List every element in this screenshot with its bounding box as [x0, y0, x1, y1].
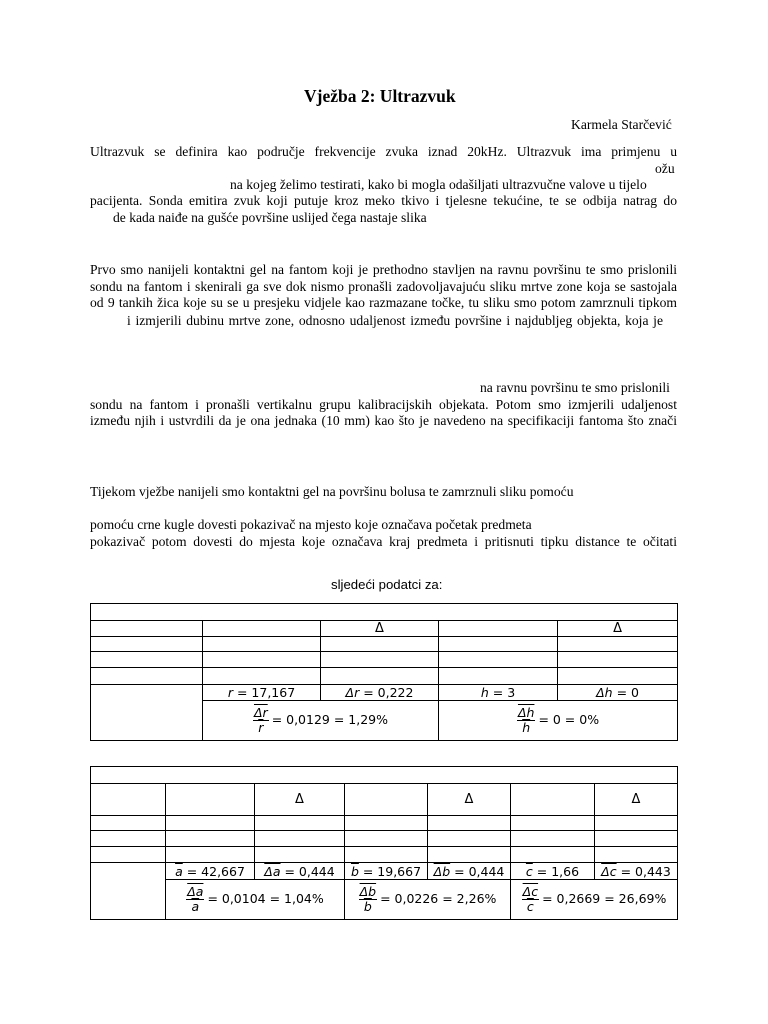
relative-error-b-value: = 0,0226 = 2,26%	[380, 891, 497, 906]
table-cell	[91, 685, 203, 741]
delta-header: Δ	[595, 784, 678, 816]
table-cell	[439, 652, 558, 668]
relative-error-a-value: = 0,0104 = 1,04%	[207, 891, 324, 906]
table-row	[91, 604, 678, 621]
paragraph-line: Tijekom vježbe nanijeli smo kontaktni gel na površinu bolusa te zamrznuli sliku pomoću	[90, 484, 574, 499]
table-cell	[345, 816, 428, 831]
table-cell	[91, 668, 203, 685]
table-cell	[511, 784, 595, 816]
table-cell	[345, 847, 428, 863]
delta-header: Δ	[321, 621, 439, 637]
table-cell	[91, 604, 678, 621]
relative-error-h-cell: $\frac{\overline{\Delta h}}{h}$ = 0 = 0%	[439, 701, 678, 741]
table-cell	[166, 816, 255, 831]
table-cell	[511, 816, 595, 831]
table-row	[91, 685, 678, 701]
table-cell	[91, 652, 203, 668]
table-row	[91, 637, 678, 652]
paragraph-line: pokazivač potom dovesti do mjesta koje označava kraj predmeta i pritisnuti tipku distance te očitati	[90, 534, 677, 549]
delta-header: Δ	[558, 621, 678, 637]
table-cell	[91, 847, 166, 863]
table-cell	[91, 767, 678, 784]
paragraph-line: Prvo smo nanijeli kontaktni gel na fantom koji je prethodno stavljen na ravnu površinu te smo prislonili	[90, 262, 677, 277]
table-cell	[91, 621, 203, 637]
relative-error-r-value: = 0,0129 = 1,29%	[271, 712, 389, 727]
table-row	[91, 668, 678, 685]
table-row	[91, 784, 678, 816]
paragraph-line: sondu na fantom i pronašli vertikalnu grupu kalibracijskih objekata. Potom smo izmjerili udaljenost	[90, 397, 677, 412]
document-title: Vježba 2: Ultrazvuk	[304, 86, 456, 106]
mean-delta-h-cell: $\overline{\Delta h} = 0$	[558, 685, 678, 701]
table-cell	[439, 668, 558, 685]
table-cell	[439, 621, 558, 637]
mean-delta-r-value: = 0,222	[363, 685, 414, 700]
relative-error-b-cell: $\frac{\overline{\Delta b}}{b}$ = 0,0226 = 2,26%	[345, 880, 511, 920]
mean-h-cell: $\overline{h} = 3$	[439, 685, 558, 701]
mean-delta-b-value: = 0,444	[454, 863, 505, 879]
table-cell	[558, 668, 678, 685]
mean-delta-a-cell: $\overline{\Delta a} = 0,444$	[255, 863, 345, 880]
mean-a-value: = 42,667	[186, 863, 245, 879]
table-cell	[203, 652, 321, 668]
table-cell	[166, 847, 255, 863]
mean-delta-h-value: = 0	[616, 685, 639, 700]
table-row	[91, 863, 678, 880]
table-cell	[203, 621, 321, 637]
relative-error-r-cell: $\frac{\overline{\Delta r}}{r}$ = 0,0129 = 1,29%	[203, 701, 439, 741]
table-cell	[558, 652, 678, 668]
table-row	[91, 831, 678, 847]
table-row	[91, 816, 678, 831]
table-cell	[166, 784, 255, 816]
table-cell	[91, 784, 166, 816]
paragraph-line: između njih i ustvrdili da je ona jednaka (10 mm) kao što je navedeno na specifikaciji fantoma što znači	[90, 413, 677, 428]
table-cell	[439, 637, 558, 652]
table-cell	[428, 847, 511, 863]
table-cell	[345, 784, 428, 816]
mean-delta-c-value: = 0,443	[620, 863, 671, 879]
table-cell	[595, 847, 678, 863]
relative-error-c-cell: $\frac{\overline{\Delta c}}{c}$ = 0,2669 = 26,69%	[511, 880, 678, 920]
table-caption: sljedeći podatci za:	[331, 577, 443, 592]
paragraph-line: pacijenta. Sonda emitira zvuk koji putuje kroz meko tkivo i tjelesne tekućine, te se odbija natrag do	[90, 193, 677, 208]
paragraph-line: od 9 tankih žica koje su se u presjeku vidjele kao razmazane točke, tu sliku smo potom zamrznuli tipkom	[90, 295, 677, 310]
table-row	[91, 880, 678, 920]
paragraph-line: na ravnu površinu te smo prislonili	[480, 380, 670, 395]
table-cell	[255, 847, 345, 863]
mean-c-cell: $\overline{c} = 1,66$	[511, 863, 595, 880]
table-cell	[166, 831, 255, 847]
mean-r-value: = 17,167	[236, 685, 296, 700]
table-cell	[91, 816, 166, 831]
table-cell	[595, 816, 678, 831]
table-cell	[91, 831, 166, 847]
table-cell	[345, 831, 428, 847]
mean-a-cell: $\overline{a} = 42,667$	[166, 863, 255, 880]
table-row	[91, 652, 678, 668]
paragraph-line: de kada naiđe na gušće površine uslijed čega nastaje slika	[113, 210, 427, 225]
paragraph-line: pomoću crne kugle dovesti pokazivač na mjesto koje označava početak predmeta	[90, 517, 532, 532]
table-cell	[511, 831, 595, 847]
relative-error-c-value: = 0,2669 = 26,69%	[542, 891, 667, 906]
table-row	[91, 847, 678, 863]
table-cell	[595, 831, 678, 847]
table-cell	[91, 863, 166, 920]
table-cell	[255, 831, 345, 847]
table-row	[91, 621, 678, 637]
paragraph-line: Ultrazvuk se definira kao područje frekvencije zvuka iznad 20kHz. Ultrazvuk ima primjenu u	[90, 144, 677, 159]
delta-header: Δ	[255, 784, 345, 816]
table-cell	[428, 831, 511, 847]
measurement-table-1	[90, 603, 678, 741]
mean-delta-c-cell: $\overline{\Delta c} = 0,443$	[595, 863, 678, 880]
paragraph-line: sondu na fantom i skenirali ga sve dok nismo pronašli zadovoljavajuću sliku mrtve zone koja se sastojala	[90, 279, 677, 294]
table-cell	[321, 637, 439, 652]
table-cell	[321, 652, 439, 668]
paragraph-line: na kojeg želimo testirati, kako bi mogla odašiljati ultrazvučne valove u tijelo	[230, 177, 647, 192]
table-cell	[255, 816, 345, 831]
paragraph-line: i izmjerili dubinu mrtve zone, odnosno udaljenost između površine i najdubljeg objekta, koja je	[127, 313, 663, 328]
relative-error-h-value: = 0 = 0%	[538, 712, 600, 727]
table-row	[91, 767, 678, 784]
mean-delta-r-cell: $\overline{\Delta r} = 0,222$	[321, 685, 439, 701]
table-cell	[511, 847, 595, 863]
mean-c-value: = 1,66	[536, 863, 580, 879]
table-cell	[428, 816, 511, 831]
mean-h-value: = 3	[492, 685, 516, 700]
author-name: Karmela Starčević	[571, 117, 672, 132]
paragraph-line: ožu	[655, 161, 675, 176]
table-cell	[558, 637, 678, 652]
delta-header: Δ	[428, 784, 511, 816]
table-cell	[203, 637, 321, 652]
table-cell	[321, 668, 439, 685]
relative-error-a-cell: $\frac{\overline{\Delta a}}{a}$ = 0,0104 = 1,04%	[166, 880, 345, 920]
mean-b-value: = 19,667	[362, 863, 422, 879]
mean-delta-b-cell: $\overline{\Delta b} = 0,444$	[428, 863, 511, 880]
measurement-table-2	[90, 766, 678, 920]
mean-delta-a-value: = 0,444	[284, 863, 335, 879]
mean-r-cell: $\overline{r} = 17,167$	[203, 685, 321, 701]
table-cell	[203, 668, 321, 685]
table-cell	[91, 637, 203, 652]
mean-b-cell: $\overline{b} = 19,667$	[345, 863, 428, 880]
